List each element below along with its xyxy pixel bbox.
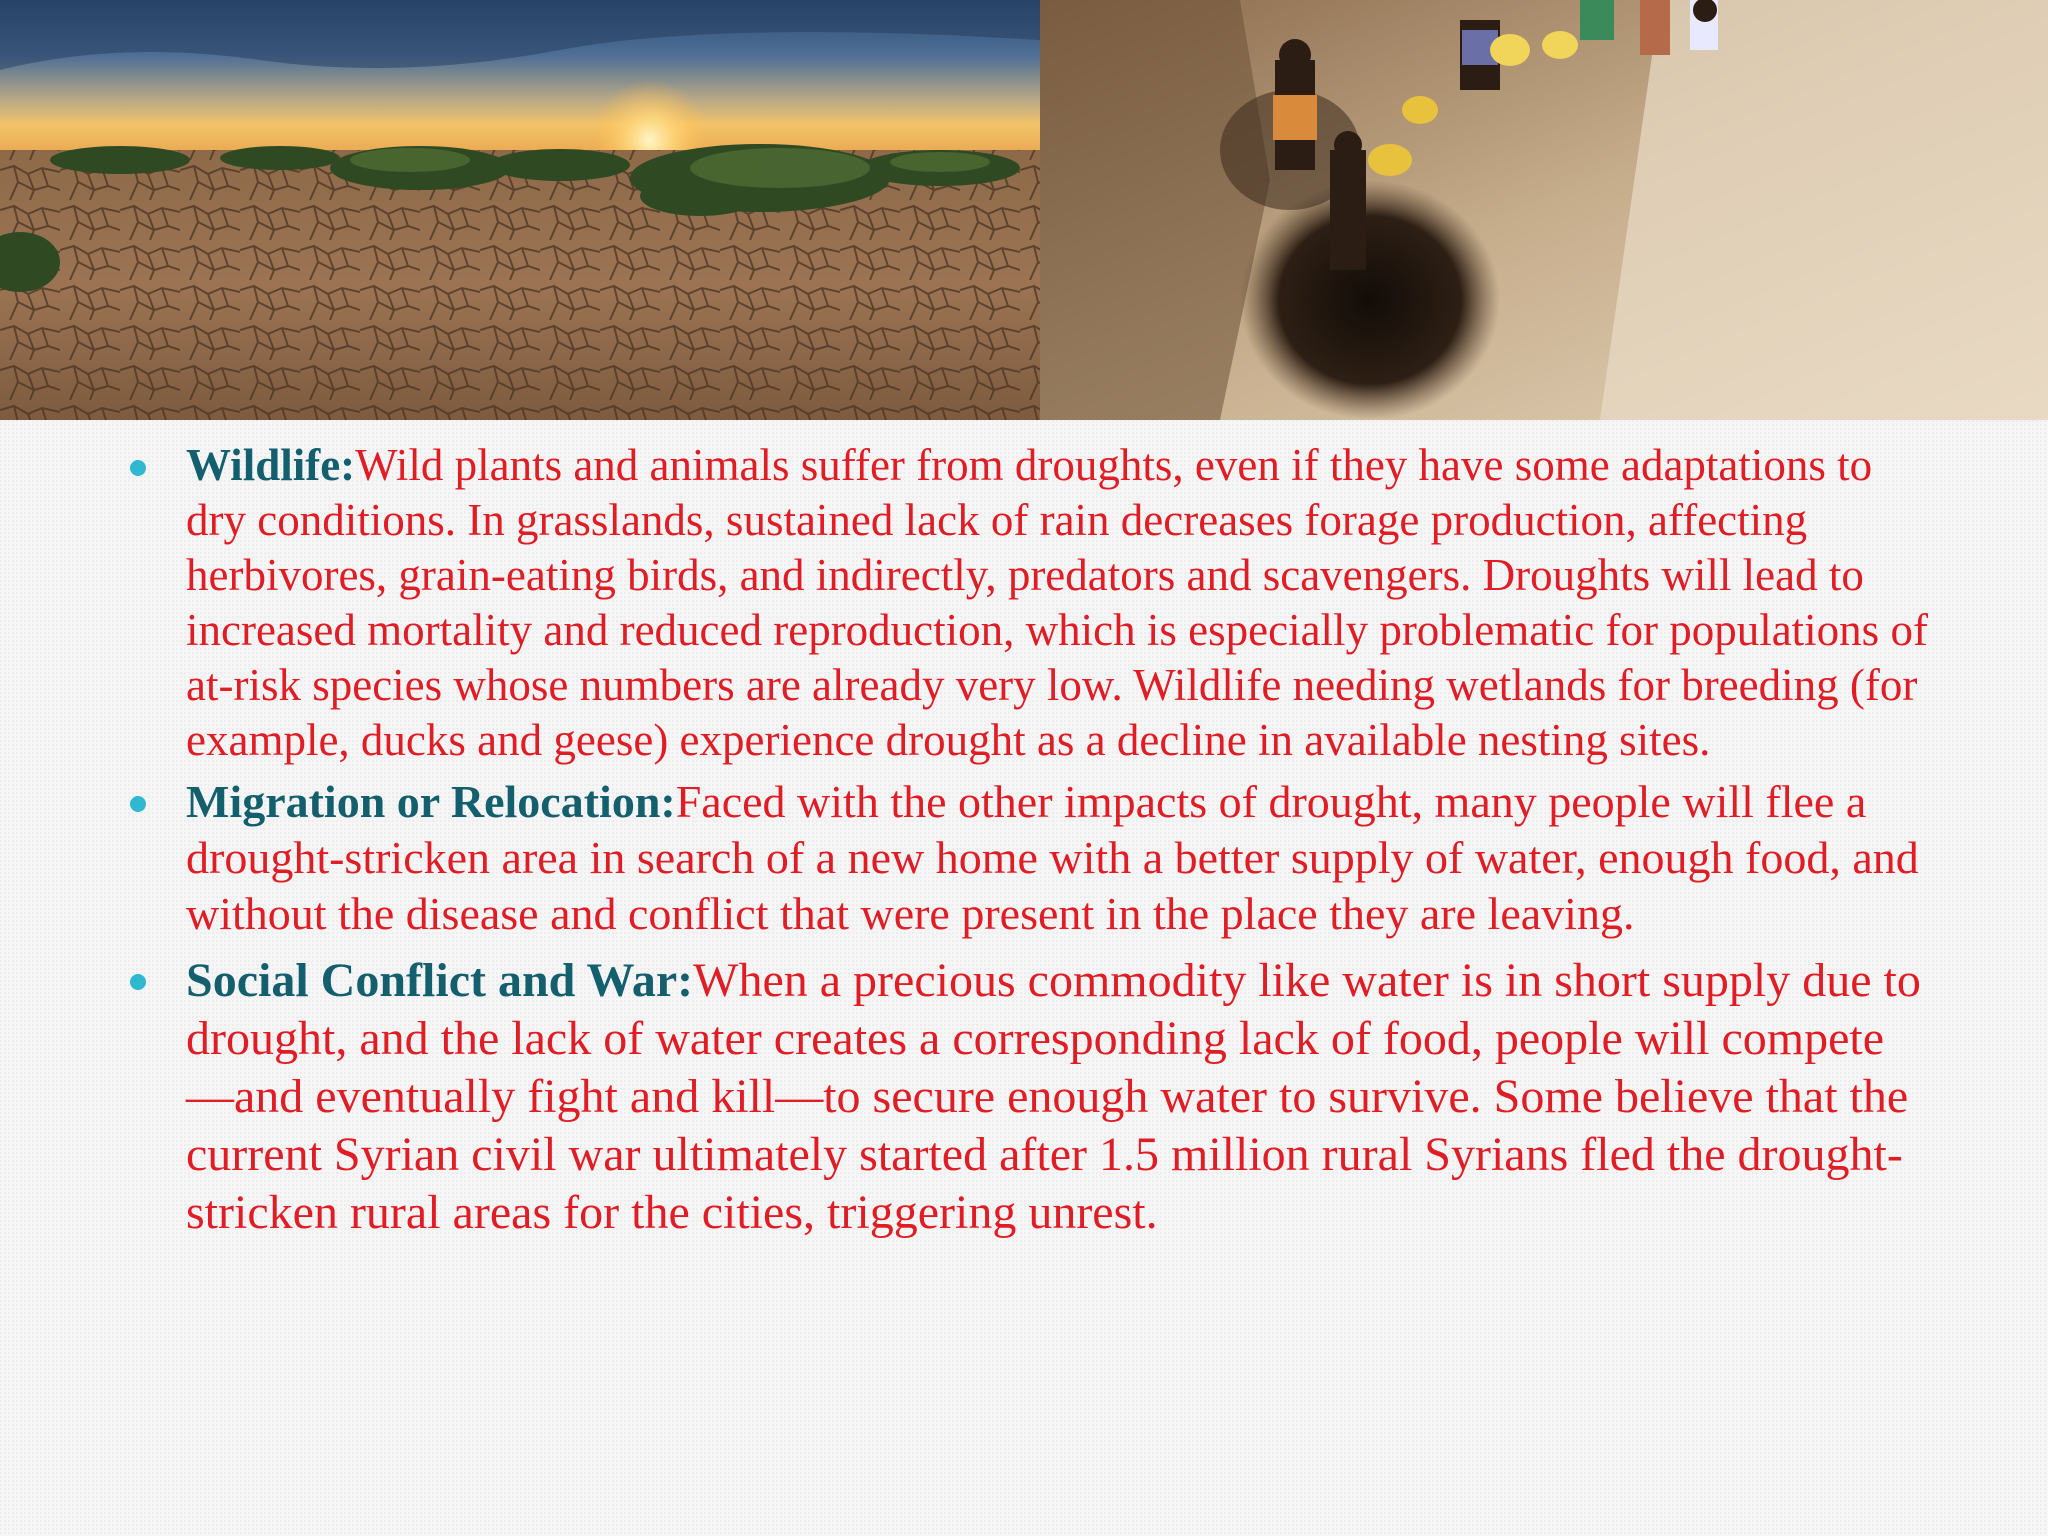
bullet-text: When a precious commodity like water is in short supply due to drought, and the lack of water creates a corresponding lack of food, people will compete—and eventually fight and kill—to secure enough water to survive. Some believe that the current Syrian civil war ultimately started after 1.5 million rural Syrians fled the drought-stricken rural areas for the cities, triggering unrest. bbox=[186, 954, 1921, 1239]
bullet-dot-icon bbox=[130, 974, 146, 990]
bullet-list bbox=[130, 438, 1930, 1242]
bullet-term: Migration or Relocation: bbox=[186, 776, 676, 827]
bullet-wildlife bbox=[130, 438, 1930, 768]
people-fetching-water-photo bbox=[1040, 0, 2048, 420]
bullet-text: Faced with the other impacts of drought, many people will flee a drought-stricken area in search of a new home with a better supply of water, enough food, and without the disease and conflict that were present in the place they are leaving. bbox=[186, 776, 1919, 939]
bullet-term: Social Conflict and War: bbox=[186, 954, 694, 1007]
bullet-dot-icon bbox=[130, 460, 146, 476]
bullet-term: Wildlife: bbox=[186, 440, 356, 490]
bullet-migration bbox=[130, 774, 1930, 942]
bullet-text: Wild plants and animals suffer from droughts, even if they have some adaptations to dry conditions. In grasslands, sustained lack of rain decreases forage production, affecting herbivores, grain-eating birds, and indirectly, predators and scavengers. Droughts will lead to increased mortality and reduced reproduction, which is especially problematic for populations of at-risk species whose numbers are already very low. Wildlife needing wetlands for breeding (for example, ducks and geese) experience drought as a decline in available nesting sites. bbox=[186, 440, 1928, 765]
bullet-conflict bbox=[130, 952, 1930, 1242]
cracked-earth-photo bbox=[0, 0, 1040, 420]
bullet-dot-icon bbox=[130, 796, 146, 812]
header-photos bbox=[0, 0, 2048, 420]
slide-body bbox=[130, 438, 1930, 1248]
